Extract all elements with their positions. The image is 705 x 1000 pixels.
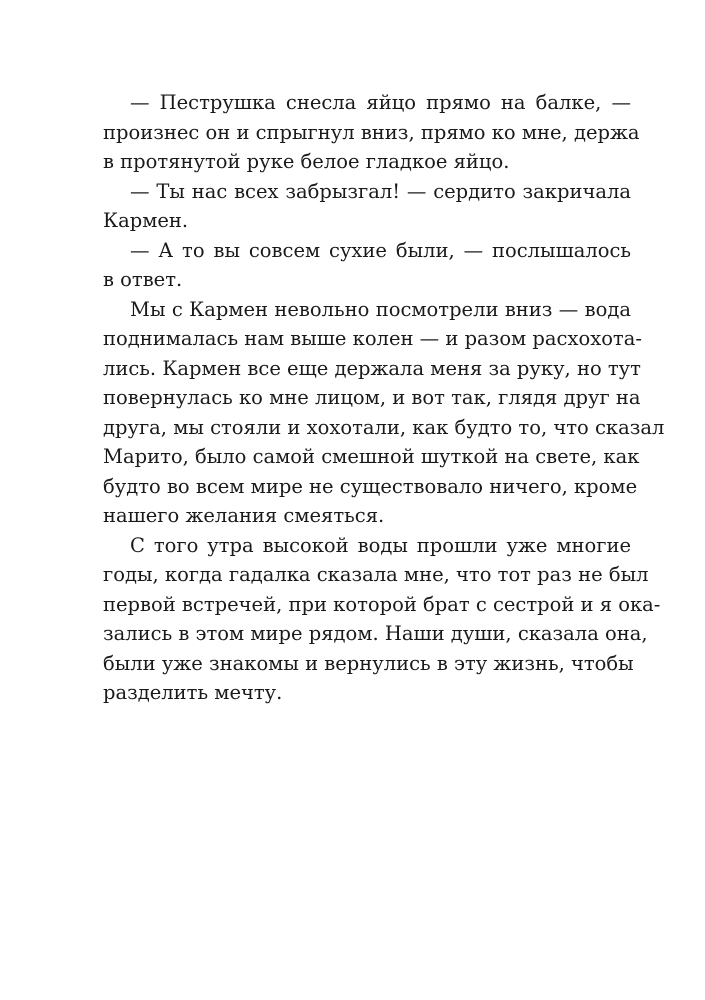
text-line: друга, мы стояли и хохотали, как будто то, что сказал xyxy=(103,415,665,439)
text-line: годы, когда гадалка сказала мне, что тот раз не был xyxy=(103,563,649,586)
text-line: нашего желания смеяться. xyxy=(103,504,385,527)
paragraph-5 xyxy=(103,531,661,708)
book-page-text xyxy=(103,88,665,708)
text-line: повернулась ко мне лицом, и вот так, глядя друг на xyxy=(103,386,641,409)
text-line: поднималась нам выше колен — и разом расхохота- xyxy=(103,327,642,350)
text-line: лись. Кармен все еще держала меня за руку, но тут xyxy=(103,356,641,380)
text-line: Мы с Кармен невольно посмотрели вниз — вода xyxy=(130,297,631,321)
paragraph-3 xyxy=(103,236,631,295)
text-line: разделить мечту. xyxy=(103,681,283,704)
text-line: будто во всем мире не существовало ничего, кроме xyxy=(103,474,638,498)
text-line: Марито, было самой смешной шуткой на свете, как xyxy=(103,445,640,468)
text-line: произнес он и спрыгнул вниз, прямо ко мне, держа xyxy=(103,120,640,144)
text-line: в ответ. xyxy=(103,268,183,291)
text-line: были уже знакомы и вернулись в эту жизнь, чтобы xyxy=(103,651,634,675)
text-line: — Ты нас всех забрызгал! — сердито закричала xyxy=(130,179,631,203)
paragraph-4 xyxy=(103,295,665,531)
text-line: Кармен. xyxy=(103,209,189,232)
text-line: — Пеструшка снесла яйцо прямо на балке, — xyxy=(130,91,631,114)
text-line: первой встречей, при которой брат с сестрой и я ока- xyxy=(103,592,661,616)
text-line: в протянутой руке белое гладкое яйцо. xyxy=(103,150,510,173)
paragraph-2 xyxy=(103,177,631,236)
paragraph-1 xyxy=(103,88,640,177)
text-line: зались в этом мире рядом. Наши души, сказала она, xyxy=(103,622,648,645)
text-line: — А то вы совсем сухие были, — послышалось xyxy=(130,238,631,262)
text-line: С того утра высокой воды прошли уже многие xyxy=(130,533,631,557)
